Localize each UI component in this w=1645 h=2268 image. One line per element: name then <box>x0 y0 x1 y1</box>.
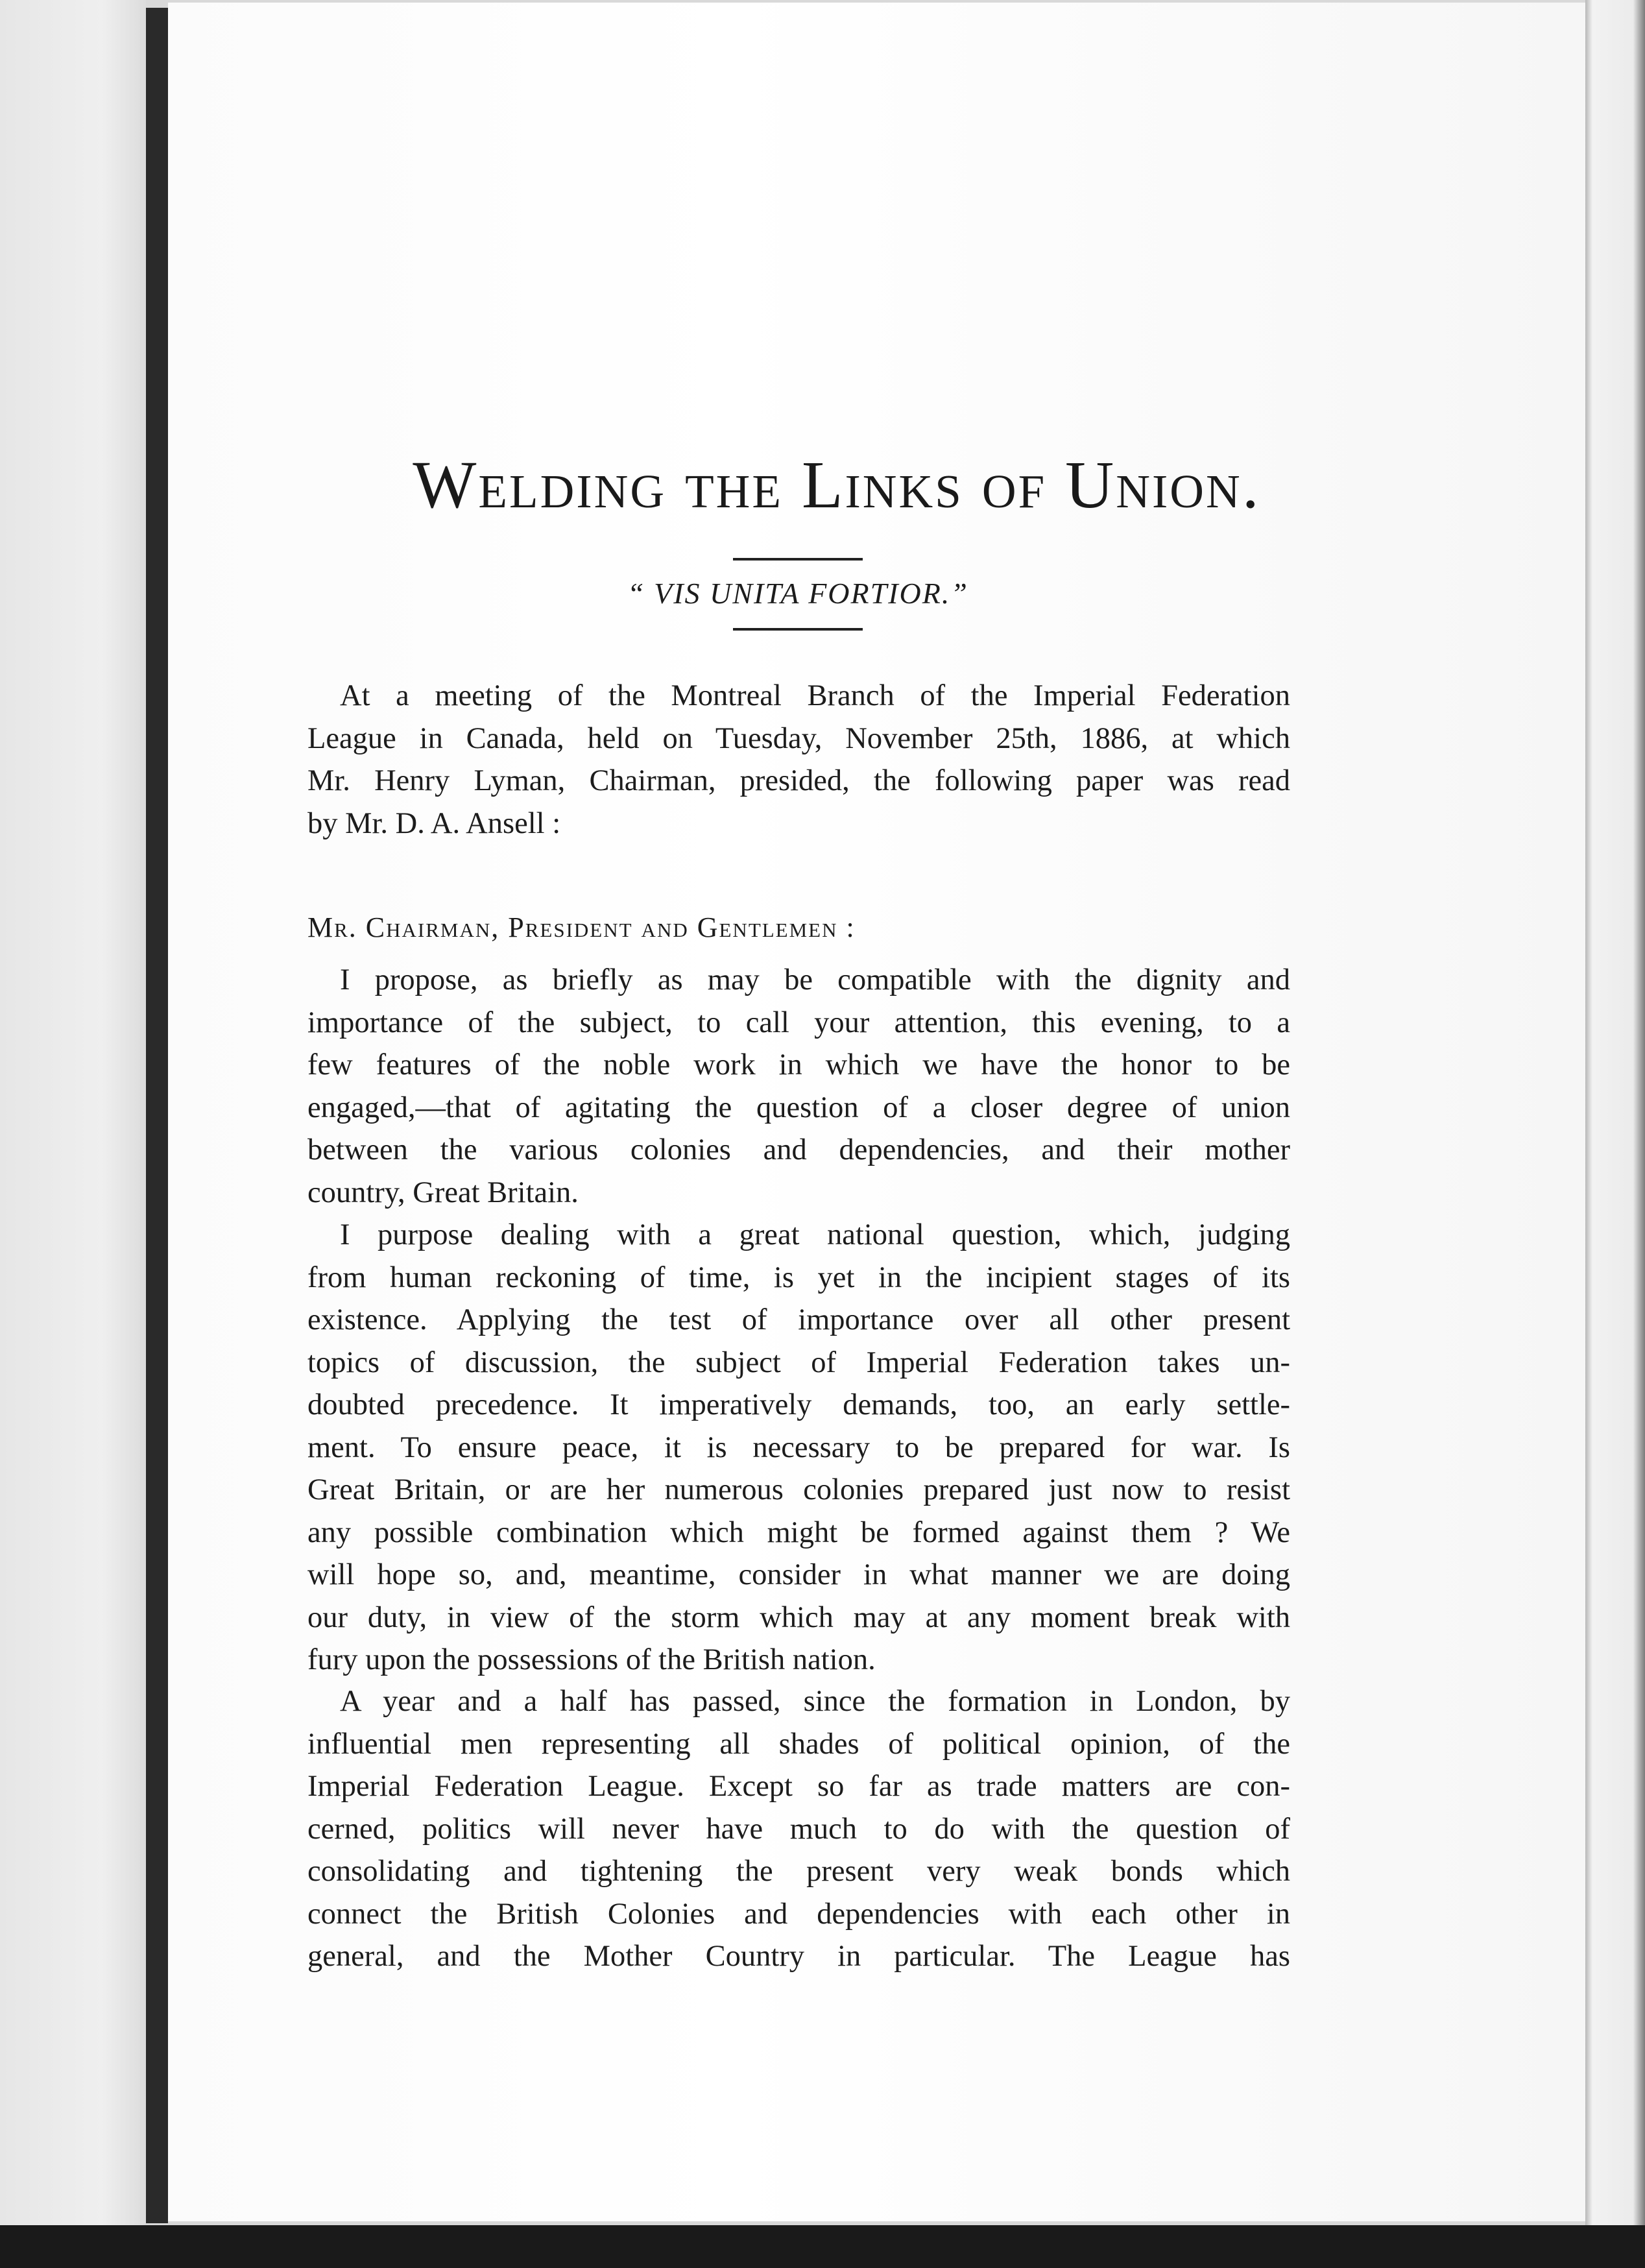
left-margin <box>0 0 146 2225</box>
text-line: existence. Applying the test of importance over all other present <box>307 1303 1290 1336</box>
document-title: Welding the Links of Union. <box>413 448 1261 522</box>
text-line: engaged,—that of agitating the question of a closer degree of union <box>307 1091 1290 1124</box>
book-spine <box>146 8 168 2223</box>
title-rule-top <box>733 558 863 561</box>
text-line: consolidating and tightening the present very weak bonds which <box>307 1855 1290 1888</box>
text-line: I propose, as briefly as may be compatible with the dignity and <box>340 963 1290 996</box>
text-line: few features of the noble work in which we have the honor to be <box>307 1048 1290 1081</box>
text-line: cerned, politics will never have much to do with the question of <box>307 1812 1290 1846</box>
text-line: connect the British Colonies and dependencies with each other in <box>307 1897 1290 1931</box>
text-line: country, Great Britain. <box>307 1176 579 1209</box>
text-line: by Mr. D. A. Ansell : <box>307 806 561 840</box>
text-line: ment. To ensure peace, it is necessary to be prepared for war. Is <box>307 1430 1290 1464</box>
body-paragraph <box>307 1214 1290 1682</box>
intro-paragraph <box>307 675 1290 845</box>
text-line: A year and a half has passed, since the formation in London, by <box>340 1685 1290 1718</box>
motto: “ VIS UNITA FORTIOR.” <box>627 577 968 610</box>
text-line: Mr. Henry Lyman, Chairman, presided, the following paper was read <box>307 764 1290 797</box>
text-line: topics of discussion, the subject of Imperial Federation takes un- <box>307 1345 1290 1379</box>
text-line: At a meeting of the Montreal Branch of the Imperial Federation <box>340 679 1290 712</box>
body-paragraph <box>307 1680 1290 1978</box>
text-line: from human reckoning of time, is yet in the incipient stages of its <box>307 1261 1290 1294</box>
scan-bottom-border <box>0 2225 1645 2268</box>
text-line: I purpose dealing with a great national question, which, judging <box>340 1218 1290 1251</box>
body-paragraph <box>307 959 1290 1214</box>
title-rule-bottom <box>733 628 863 631</box>
text-line: doubted precedence. It imperatively demands, too, an early settle- <box>307 1388 1290 1421</box>
text-line: between the various colonies and dependencies, and their mother <box>307 1133 1290 1166</box>
page-edge <box>1585 0 1645 2225</box>
text-line: importance of the subject, to call your attention, this evening, to a <box>307 1006 1290 1039</box>
text-line: our duty, in view of the storm which may at any moment break with <box>307 1600 1290 1634</box>
text-line: any possible combination which might be formed against them ? We <box>307 1515 1290 1549</box>
text-line: influential men representing all shades of political opinion, of the <box>307 1727 1290 1761</box>
text-line: will hope so, and, meantime, consider in what manner we are doing <box>307 1558 1290 1591</box>
text-line: fury upon the possessions of the British nation. <box>307 1643 876 1676</box>
text-line: general, and the Mother Country in particular. The League has <box>307 1940 1290 1973</box>
salutation: Mr. Chairman, President and Gentlemen : <box>307 911 856 943</box>
text-line: League in Canada, held on Tuesday, November 25th, 1886, at which <box>307 721 1290 755</box>
text-line: Great Britain, or are her numerous colonies prepared just now to resist <box>307 1473 1290 1506</box>
text-line: Imperial Federation League. Except so far as trade matters are con- <box>307 1770 1290 1803</box>
